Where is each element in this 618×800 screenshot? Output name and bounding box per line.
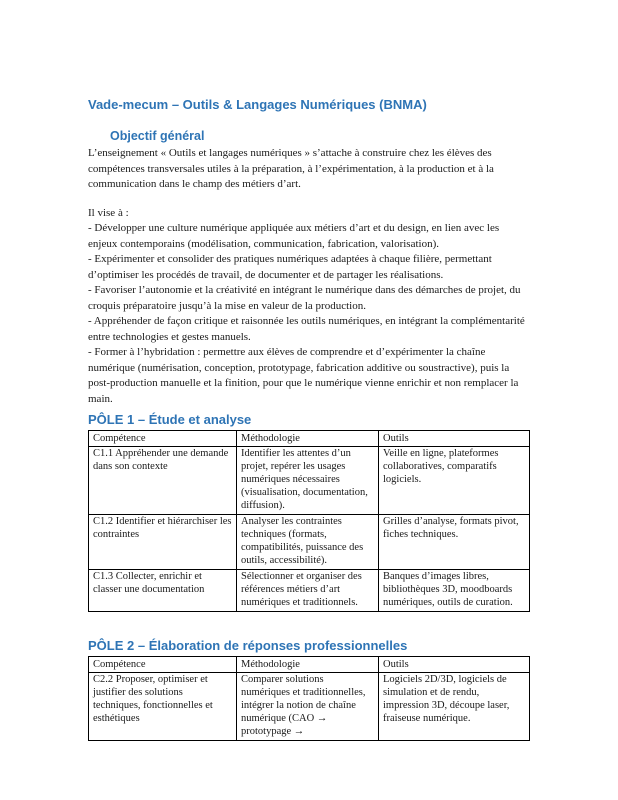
cell-competence: C1.3 Collecter, enrichir et classer une documentation [89,570,237,612]
pole1-table-header [89,431,530,447]
objective-item: - Développer une culture numérique appliquée aux métiers d’art et du design, en lien avec les enjeux contemporains (modélisation, communication, fabrication, valorisation). [88,222,500,250]
intro-paragraph: L’enseignement « Outils et langages numériques » s’attache à construire chez les élèves des compétences transversales utiles à la préparation, à l’expérimentation, à la production et à la communication dans le champ des métiers d’art. [88,147,494,190]
cell-competence: C1.2 Identifier et hiérarchiser les contraintes [89,515,237,570]
objective-item: - Former à l’hybridation : permettre aux élèves de comprendre et d’expérimenter la chaîne numérique (numérisation, conception, prototypage, fabrication additive ou soustractive), puis la post-production manuelle et la finition, pour que le numérique vienne enrichir et non remplacer la main. [88,346,519,405]
objective-item: - Expérimenter et consolider des pratiques numériques adaptées à chaque filière, permettant d’optimiser les procédés de travail, de documenter et de partager les réalisations. [88,253,492,281]
cell-methodologie: Comparer solutions numériques et traditionnelles, intégrer la notion de chaîne numérique (CAO → prototypage → [237,673,379,741]
cell-methodologie: Analyser les contraintes techniques (formats, compatibilités, puissance des outils, accessibilité). [237,515,379,570]
cell-outils: Veille en ligne, plateformes collaboratives, comparatifs logiciels. [379,447,530,515]
objective-item: - Favoriser l’autonomie et la créativité en intégrant le numérique dans des démarches de projet, du croquis préparatoire jusqu’à la mise en valeur de la production. [88,284,521,312]
document-content [88,0,530,741]
cell-methodologie: Identifier les attentes d’un projet, repérer les usages numériques nécessaires (visualisation, documentation, diffusion). [237,447,379,515]
table-header-row [89,431,530,447]
pole2-table-header [89,657,530,673]
column-header-competence: Compétence [89,657,237,673]
column-header-methodologie: Méthodologie [237,431,379,447]
cell-outils: Grilles d’analyse, formats pivot, fiches techniques. [379,515,530,570]
objective-item: - Appréhender de façon critique et raisonnée les outils numériques, en intégrant la complémentarité entre technologies et gestes manuels. [88,315,525,343]
column-header-outils: Outils [379,431,530,447]
cell-competence: C1.1 Appréhender une demande dans son contexte [89,447,237,515]
column-header-methodologie: Méthodologie [237,657,379,673]
document-title: Vade-mecum – Outils & Langages Numériques (BNMA) [88,97,427,112]
table-row [89,570,530,612]
table-header-row [89,657,530,673]
heading-pole1: PÔLE 1 – Étude et analyse [88,412,252,427]
table-row [89,447,530,515]
column-header-competence: Compétence [89,431,237,447]
cell-competence: C2.2 Proposer, optimiser et justifier des solutions techniques, fonctionnelles et esthétiques [89,673,237,741]
table-row [89,673,530,741]
objectives-list [88,221,530,407]
cell-outils: Banques d’images libres, bibliothèques 3D, moodboards numériques, outils de curation. [379,570,530,612]
pole1-table [88,430,530,612]
table-row [89,515,530,570]
column-header-outils: Outils [379,657,530,673]
vise-intro-line: Il vise à : [88,206,129,219]
cell-methodologie: Sélectionner et organiser des références métiers d’art numériques et traditionnels. [237,570,379,612]
heading-objectif-general: Objectif général [110,129,205,143]
cell-outils: Logiciels 2D/3D, logiciels de simulation et de rendu, impression 3D, découpe laser, fraiseuse numérique. [379,673,530,741]
heading-pole2: PÔLE 2 – Élaboration de réponses professionnelles [88,638,408,653]
pole2-table [88,656,530,741]
